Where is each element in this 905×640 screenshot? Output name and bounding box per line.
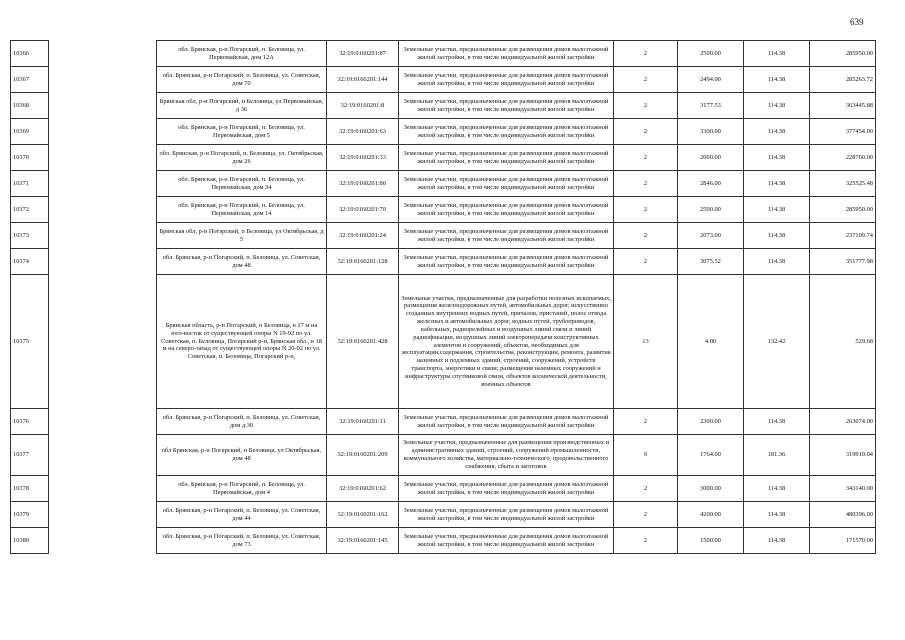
category-cell: 2: [614, 171, 678, 197]
address-cell: обл. Брянская, р-н Погарский, п. Беловица, ул. Первомайская, дом 34: [157, 171, 327, 197]
address-cell: обл. Брянская, р-н Погарский, п. Беловица, ул. Первомайская, дом 12А: [157, 41, 327, 67]
category-cell: 2: [614, 93, 678, 119]
specific-value-cell: 114.38: [744, 197, 810, 223]
address-cell: обл. Брянская, р-н Погарский, п. Беловица, ул. Первомайская, дом 14: [157, 197, 327, 223]
cadastral-value-cell: 285950.00: [810, 197, 876, 223]
cadastral-number-cell: 32:19:0160201:144: [327, 67, 399, 93]
area-cell: 4200.00: [678, 502, 744, 528]
row-index: 10367: [11, 67, 49, 93]
cadastral-number-cell: 32:19:0160201:33: [327, 145, 399, 171]
specific-value-cell: 181.36: [744, 435, 810, 476]
area-cell: 3075.52: [678, 249, 744, 275]
land-use-cell: Земельные участки, предназначенные для размещения домов малоэтажной жилой застройки, в том числе индивидуальной жилой застройки: [399, 502, 614, 528]
blank-cell: [49, 409, 157, 435]
row-index: 10377: [11, 435, 49, 476]
row-index: 10380: [11, 528, 49, 554]
area-cell: 4.00: [678, 275, 744, 409]
specific-value-cell: 114.38: [744, 409, 810, 435]
land-use-cell: Земельные участки, предназначенные для размещения домов малоэтажной жилой застройки, в том числе индивидуальной жилой застройки: [399, 67, 614, 93]
category-cell: 2: [614, 41, 678, 67]
row-index: 10379: [11, 502, 49, 528]
cadastral-value-cell: 363445.88: [810, 93, 876, 119]
specific-value-cell: 114.38: [744, 41, 810, 67]
table-row: [11, 41, 876, 67]
table-row: [11, 502, 876, 528]
row-index: 10366: [11, 41, 49, 67]
page-number: 639: [850, 17, 864, 27]
cadastral-value-cell: 480396.00: [810, 502, 876, 528]
row-index: 10376: [11, 409, 49, 435]
table-row: [11, 93, 876, 119]
cadastral-value-cell: 171570.00: [810, 528, 876, 554]
cadastral-number-cell: 32:19:0160201:209: [327, 435, 399, 476]
specific-value-cell: 114.38: [744, 249, 810, 275]
category-cell: 2: [614, 223, 678, 249]
specific-value-cell: 132.42: [744, 275, 810, 409]
cadastral-value-cell: 319919.04: [810, 435, 876, 476]
category-cell: 2: [614, 476, 678, 502]
blank-cell: [49, 119, 157, 145]
cadastral-value-cell: 285950.00: [810, 41, 876, 67]
table-body: [11, 41, 876, 554]
row-index: 10372: [11, 197, 49, 223]
address-cell: обл Брянская, р-н Погарский, п Беловица, ул Октябрьская, дом 48: [157, 435, 327, 476]
area-cell: 2073.00: [678, 223, 744, 249]
address-cell: обл. Брянская, р-н Погарский, п. Беловица, ул. Октябрьская, дом 26: [157, 145, 327, 171]
row-index: 10371: [11, 171, 49, 197]
area-cell: 1764.00: [678, 435, 744, 476]
land-use-cell: Земельные участки, предназначенные для размещения домов малоэтажной жилой застройки, в том числе индивидуальной жилой застройки: [399, 223, 614, 249]
blank-cell: [49, 145, 157, 171]
category-cell: 2: [614, 67, 678, 93]
address-cell: обл. Брянская, р-н Погарский, п. Беловица, ул. Советская, дом 73: [157, 528, 327, 554]
cadastral-number-cell: 32:19:0160201:70: [327, 197, 399, 223]
blank-cell: [49, 435, 157, 476]
blank-cell: [49, 476, 157, 502]
specific-value-cell: 114.38: [744, 171, 810, 197]
specific-value-cell: 114.38: [744, 528, 810, 554]
table-row: [11, 171, 876, 197]
category-cell: 2: [614, 502, 678, 528]
specific-value-cell: 114.38: [744, 145, 810, 171]
category-cell: 9: [614, 435, 678, 476]
cadastral-value-cell: 343140.00: [810, 476, 876, 502]
land-use-cell: Земельные участки, предназначенные для разработки полезных ископаемых, размещения железнодорожных путей, автомобильных дорог, искусственно созданных внутренних водных путей, причалов, пристаней, полос отвода железных и автомобильных дорог, водных путей, трубопроводов, кабельных, радиорелейных и воздушных линий связи и линий радиофикации, воздушных линий электропередачи конструктивных элементов и сооружений, объектов, необходимых для эксплуатации,содержания, строительства, реконструкции, ремонта, развития наземных и подземных зданий, строений, сооружений, устройств транспорта, энергетики и связи; размещения наземных сооружений и инфраструктуры спутниковой связи, объектов космической деятельности, военных объектов: [399, 275, 614, 409]
cadastral-value-cell: 263074.00: [810, 409, 876, 435]
row-index: 10375: [11, 275, 49, 409]
area-cell: 3177.53: [678, 93, 744, 119]
specific-value-cell: 114.38: [744, 67, 810, 93]
row-index: 10370: [11, 145, 49, 171]
area-cell: 3000.00: [678, 476, 744, 502]
address-cell: Брянская обл, р-н Погарский, п Беловица, ул Первомайская, д 36: [157, 93, 327, 119]
area-cell: 2500.00: [678, 197, 744, 223]
area-cell: 2500.00: [678, 41, 744, 67]
category-cell: 2: [614, 528, 678, 554]
table-row: [11, 197, 876, 223]
table-row: [11, 119, 876, 145]
blank-cell: [49, 223, 157, 249]
blank-cell: [49, 502, 157, 528]
table-row: [11, 223, 876, 249]
table-row: [11, 67, 876, 93]
table-row: [11, 528, 876, 554]
address-cell: Брянская область, р-н Погарский, п Беловица, в 17 м на юго-восток от существующей опоры N 19-92 по ул. Советская, п. Беловица, Погарский р-н, Брянская обл., в 18 м на северо-запад от существующей опоры N 20-92 по ул. Советская, п. Беловица, Погарский р-н,: [157, 275, 327, 409]
address-cell: обл. Брянская, р-н Погарский, п. Беловица, ул. Советская, дом 70: [157, 67, 327, 93]
land-use-cell: Земельные участки, предназначенные для размещения домов малоэтажной жилой застройки, в том числе индивидуальной жилой застройки: [399, 171, 614, 197]
cadastral-number-cell: 32:19:0160201:128: [327, 249, 399, 275]
table-row: [11, 275, 876, 409]
land-use-cell: Земельные участки, предназначенные для размещения домов малоэтажной жилой застройки, в том числе индивидуальной жилой застройки: [399, 409, 614, 435]
table-row: [11, 435, 876, 476]
area-cell: 2000.00: [678, 145, 744, 171]
cadastral-number-cell: 32:19:0160201:87: [327, 41, 399, 67]
cadastral-value-cell: 285263.72: [810, 67, 876, 93]
cadastral-value-cell: 529.68: [810, 275, 876, 409]
blank-cell: [49, 275, 157, 409]
address-cell: обл. Брянская, р-н Погарский, п. Беловица, ул. Советская, дом д.30: [157, 409, 327, 435]
specific-value-cell: 114.38: [744, 223, 810, 249]
cadastral-value-cell: 351777.98: [810, 249, 876, 275]
area-cell: 2846.00: [678, 171, 744, 197]
cadastral-number-cell: 32:19:0160201:8: [327, 93, 399, 119]
cadastral-value-cell: 325525.48: [810, 171, 876, 197]
blank-cell: [49, 528, 157, 554]
specific-value-cell: 114.38: [744, 502, 810, 528]
cadastral-number-cell: 32:19:0160201:162: [327, 502, 399, 528]
specific-value-cell: 114.38: [744, 119, 810, 145]
category-cell: 13: [614, 275, 678, 409]
area-cell: 3300.00: [678, 119, 744, 145]
table-row: [11, 145, 876, 171]
area-cell: 2494.00: [678, 67, 744, 93]
address-cell: обл. Брянская, р-н Погарский, п. Беловица, ул. Первомайская, дом 4: [157, 476, 327, 502]
cadastral-number-cell: 32:19:0160201:62: [327, 476, 399, 502]
land-use-cell: Земельные участки, предназначенные для размещения домов малоэтажной жилой застройки, в том числе индивидуальной жилой застройки: [399, 93, 614, 119]
land-use-cell: Земельные участки, предназначенные для размещения домов малоэтажной жилой застройки, в том числе индивидуальной жилой застройки: [399, 145, 614, 171]
category-cell: 2: [614, 145, 678, 171]
row-index: 10373: [11, 223, 49, 249]
cadastral-number-cell: 32:19:0160201:145: [327, 528, 399, 554]
area-cell: 1500.00: [678, 528, 744, 554]
address-cell: обл. Брянская, р-н Погарский, п. Беловица, ул. Советская, дом 48: [157, 249, 327, 275]
table-row: [11, 249, 876, 275]
category-cell: 2: [614, 409, 678, 435]
land-use-cell: Земельные участки, предназначенные для размещения домов малоэтажной жилой застройки, в том числе индивидуальной жилой застройки: [399, 41, 614, 67]
row-index: 10378: [11, 476, 49, 502]
cadastral-value-cell: 377454.00: [810, 119, 876, 145]
cadastral-number-cell: 32:19:0160201:63: [327, 119, 399, 145]
table-row: [11, 476, 876, 502]
cadastral-number-cell: 32:19:0160201:428: [327, 275, 399, 409]
land-use-cell: Земельные участки, предназначенные для размещения производственных и административных зданий, строений, сооружений промышленности, коммунального хозяйства, материально-технического, продовольственного снабжения, сбыта и заготовок: [399, 435, 614, 476]
row-index: 10368: [11, 93, 49, 119]
land-use-cell: Земельные участки, предназначенные для размещения домов малоэтажной жилой застройки, в том числе индивидуальной жилой застройки: [399, 249, 614, 275]
address-cell: обл. Брянская, р-н Погарский, п. Беловица, ул. Советская, дом 44: [157, 502, 327, 528]
cadastral-number-cell: 32:19:0160201:11: [327, 409, 399, 435]
land-use-cell: Земельные участки, предназначенные для размещения домов малоэтажной жилой застройки, в том числе индивидуальной жилой застройки: [399, 476, 614, 502]
category-cell: 2: [614, 197, 678, 223]
blank-cell: [49, 67, 157, 93]
specific-value-cell: 114.38: [744, 476, 810, 502]
cadastral-value-cell: 237109.74: [810, 223, 876, 249]
cadastral-value-cell: 228760.00: [810, 145, 876, 171]
category-cell: 2: [614, 119, 678, 145]
table-row: [11, 409, 876, 435]
specific-value-cell: 114.38: [744, 93, 810, 119]
blank-cell: [49, 197, 157, 223]
row-index: 10374: [11, 249, 49, 275]
address-cell: Брянская обл, р-н Погарский, п Беловица, ул Октябрьская, д 5: [157, 223, 327, 249]
land-use-cell: Земельные участки, предназначенные для размещения домов малоэтажной жилой застройки, в том числе индивидуальной жилой застройки: [399, 119, 614, 145]
cadastral-number-cell: 32:19:0160201:24: [327, 223, 399, 249]
blank-cell: [49, 93, 157, 119]
cadastral-value-table: [10, 40, 876, 554]
address-cell: обл. Брянская, р-н Погарский, п. Беловица, ул. Первомайская, дом 5: [157, 119, 327, 145]
category-cell: 2: [614, 249, 678, 275]
row-index: 10369: [11, 119, 49, 145]
blank-cell: [49, 249, 157, 275]
land-use-cell: Земельные участки, предназначенные для размещения домов малоэтажной жилой застройки, в том числе индивидуальной жилой застройки: [399, 197, 614, 223]
cadastral-number-cell: 32:19:0160201:80: [327, 171, 399, 197]
land-use-cell: Земельные участки, предназначенные для размещения домов малоэтажной жилой застройки, в том числе индивидуальной жилой застройки: [399, 528, 614, 554]
area-cell: 2300.00: [678, 409, 744, 435]
blank-cell: [49, 41, 157, 67]
blank-cell: [49, 171, 157, 197]
